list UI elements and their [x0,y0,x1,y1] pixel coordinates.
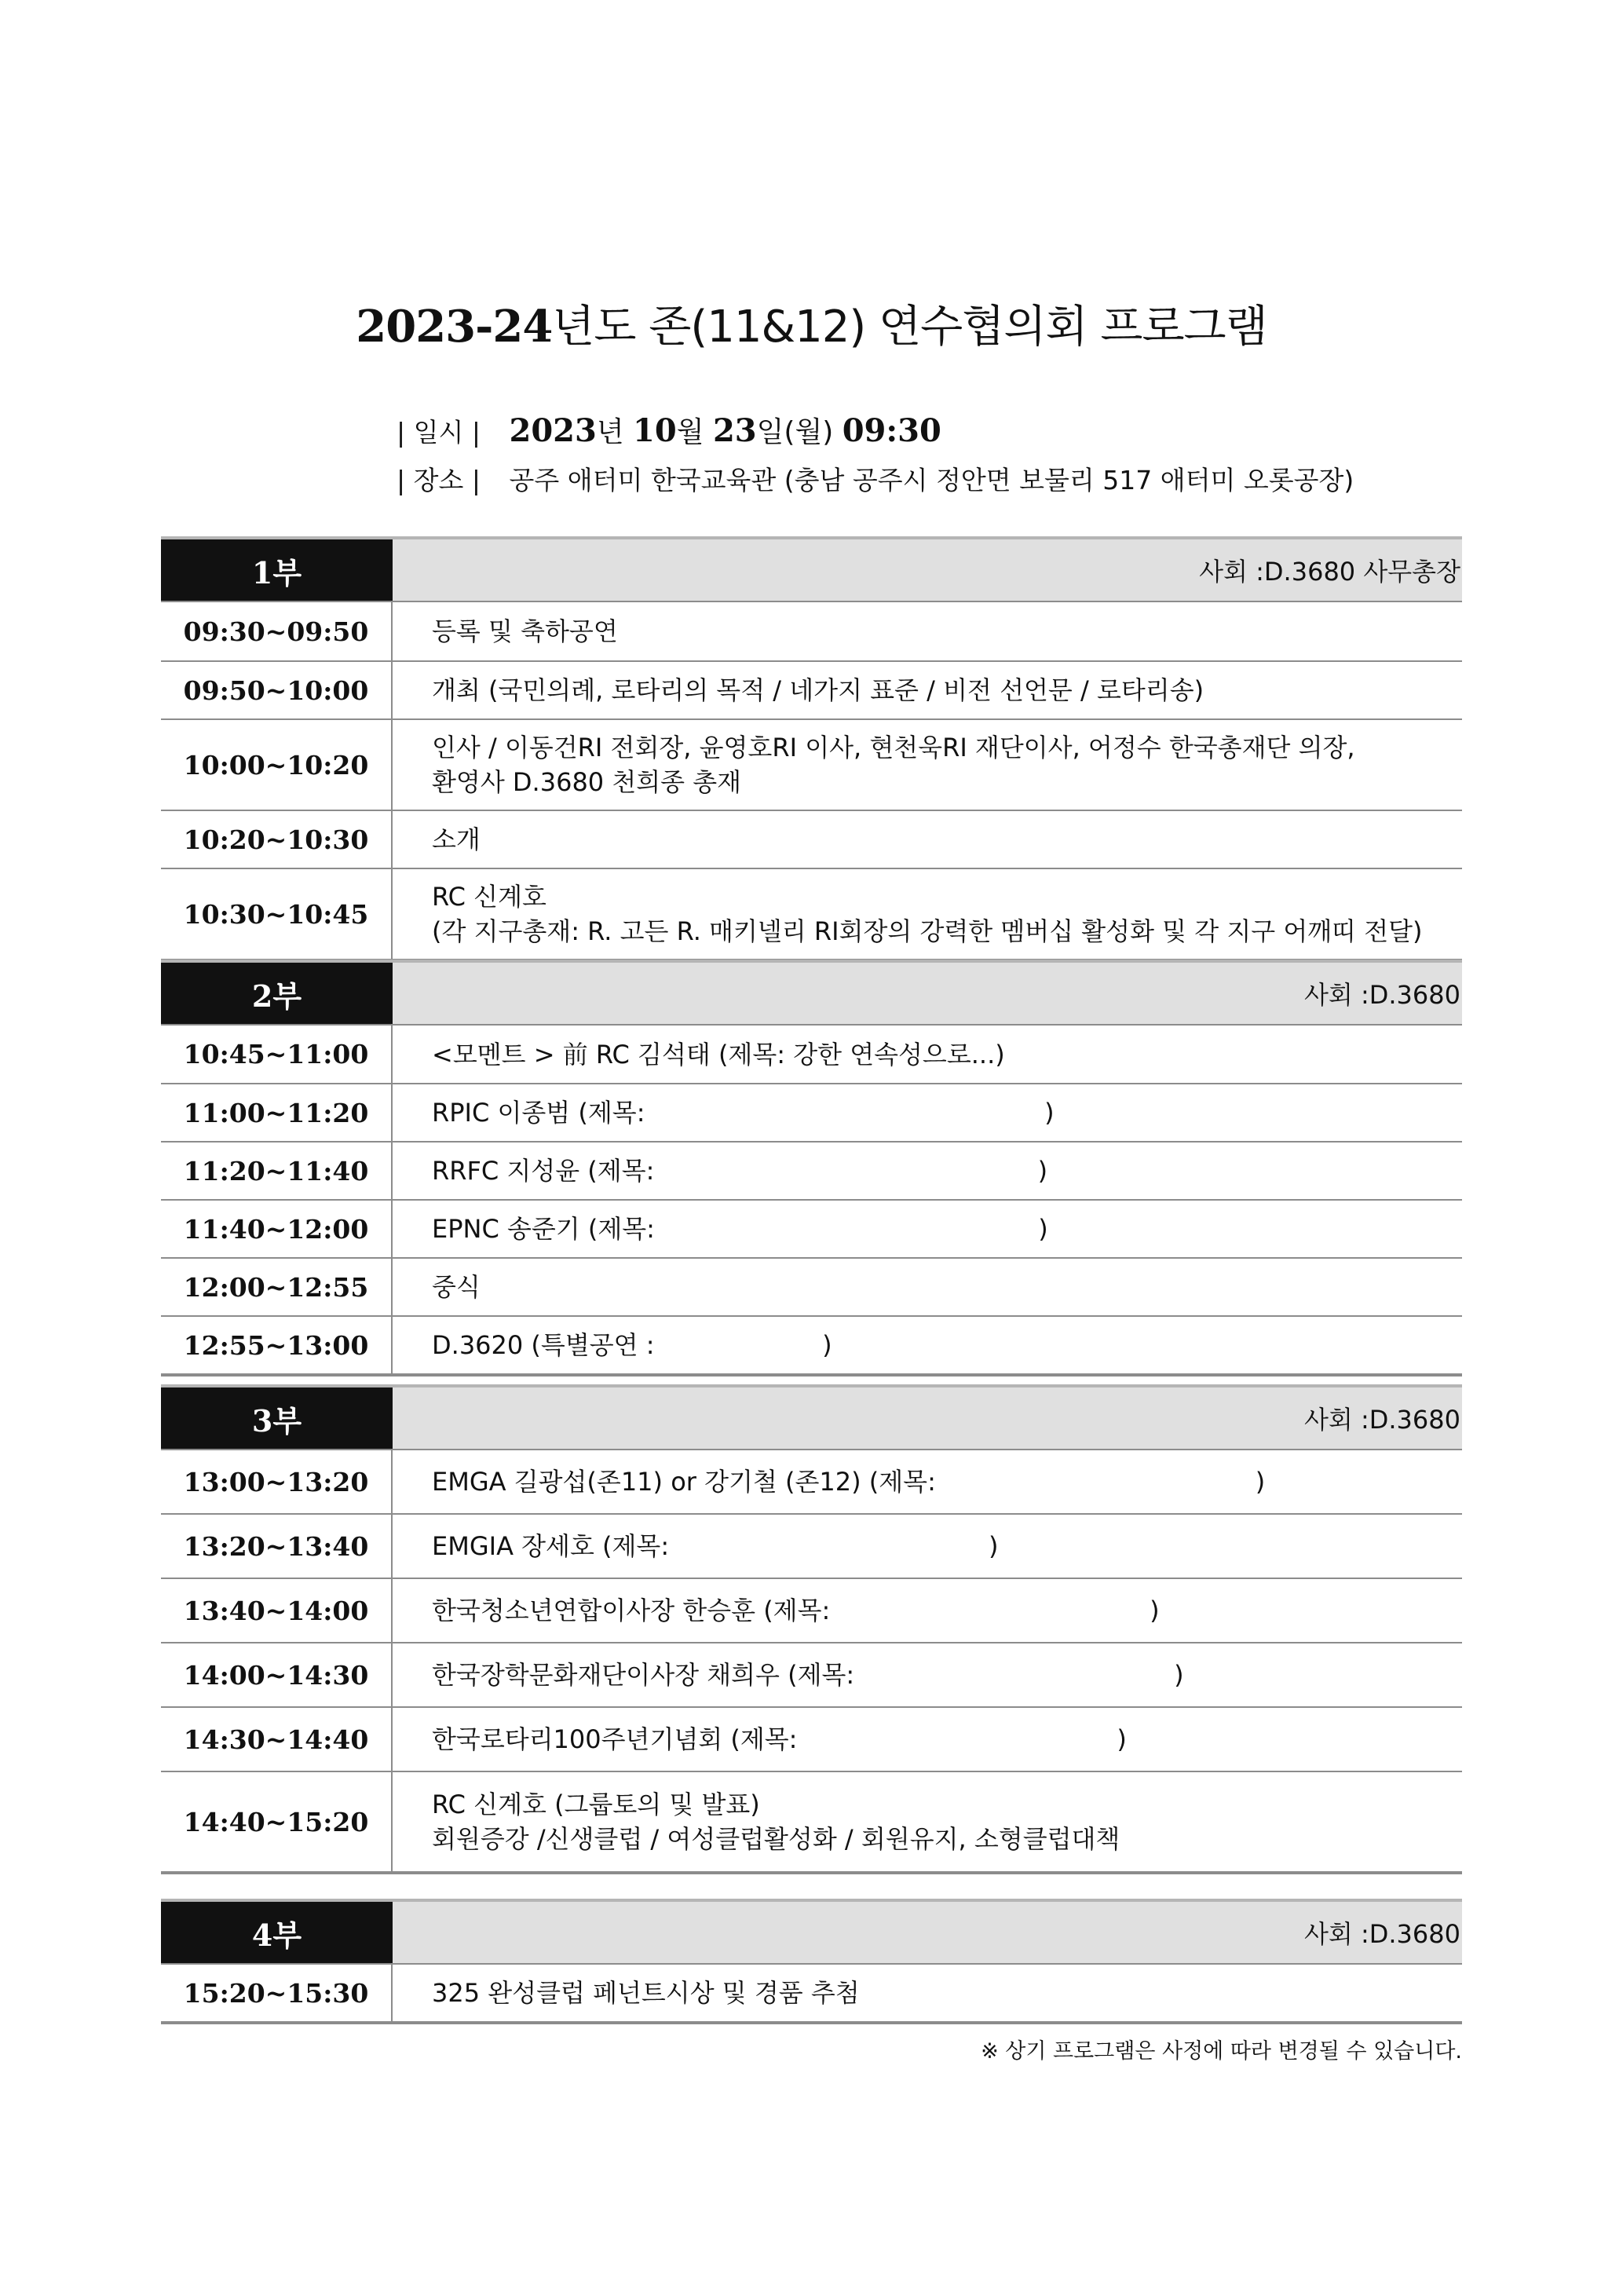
table-row [161,1199,1462,1257]
row-description [393,1143,1462,1199]
row-time: 13:20~13:40 [161,1515,393,1578]
row-time: 13:40~14:00 [161,1579,393,1642]
section-part-label: 1부 [161,539,393,601]
row-time: 11:00~11:20 [161,1084,393,1141]
page-title [0,292,1623,355]
date-year-suffix: 년 [596,416,634,448]
date-day-suffix: 일(월) [756,416,843,448]
row-description [393,811,1462,868]
section-part-label: 2부 [161,963,393,1024]
row-description [393,1317,1462,1373]
row-time: 14:40~15:20 [161,1772,393,1871]
table-row [161,601,1462,660]
row-time: 10:00~10:20 [161,720,393,810]
table-row [161,1963,1462,2021]
description-line: RRFC 지성윤 (제목: ) [432,1156,1048,1186]
row-description [393,1772,1462,1871]
row-time: 13:00~13:20 [161,1450,393,1513]
row-description [393,869,1462,959]
row-time: 14:00~14:30 [161,1643,393,1706]
description-line: 환영사 D.3680 천희종 총재 [432,767,742,797]
description-line: 한국장학문화재단이사장 채희우 (제목: ) [432,1660,1184,1690]
description-line: RPIC 이종범 (제목: ) [432,1098,1055,1128]
section-header [161,960,1462,1024]
row-time: 09:30~09:50 [161,602,393,660]
row-description [393,1259,1462,1315]
description-line: RC 신계호 (그룹토의 및 발표) [432,1790,760,1819]
description-line: 등록 및 축하공연 [432,616,618,646]
row-time: 09:50~10:00 [161,662,393,718]
table-row [161,1024,1462,1083]
description-line: 소개 [432,824,481,854]
program-section [161,1899,1462,2024]
row-time: 12:00~12:55 [161,1259,393,1315]
description-line: 한국청소년연합이사장 한승훈 (제목: ) [432,1596,1160,1625]
table-row [161,1578,1462,1642]
section-header [161,1899,1462,1963]
table-row [161,1513,1462,1578]
table-row [161,718,1462,810]
section-header [161,1384,1462,1449]
row-description [393,1201,1462,1257]
row-description [393,1026,1462,1083]
section-mc: 사회 :D.3680 [393,963,1462,1024]
description-line: EPNC 송준기 (제목: ) [432,1214,1048,1244]
table-row [161,1771,1462,1871]
row-time: 11:40~12:00 [161,1201,393,1257]
description-line: 인사 / 이동건RI 전회장, 윤영호RI 이사, 현천욱RI 재단이사, 어정수 한국총재단 의장, [432,733,1355,762]
title-year: 2023-24 [356,301,553,353]
date-month-suffix: 월 [676,416,713,448]
row-description [393,1084,1462,1141]
date-line [397,410,941,450]
section-bottom-rule [161,1871,1462,1874]
row-description [393,602,1462,660]
place-label: | 장소 | [397,465,481,495]
footnote: ※ 상기 프로그램은 사정에 따라 변경될 수 있습니다. [981,2039,1462,2064]
place-line [397,460,1354,497]
date-month: 10 [633,412,677,449]
date-label: | 일시 | [397,417,481,448]
title-text: 년도 존(11&12) 연수협의회 프로그램 [552,302,1267,353]
section-header [161,536,1462,601]
date-time: 09:30 [842,412,941,449]
description-line: D.3620 (특별공연 : ) [432,1330,832,1360]
row-description [393,1643,1462,1706]
table-row [161,1083,1462,1141]
program-section [161,960,1462,1377]
section-part-label: 3부 [161,1387,393,1449]
section-mc: 사회 :D.3680 [393,1387,1462,1449]
description-line: 한국로타리100주년기념회 (제목: ) [432,1724,1127,1754]
section-mc: 사회 :D.3680 [393,1902,1462,1963]
section-bottom-rule [161,1373,1462,1377]
table-row [161,1315,1462,1373]
section-bottom-rule [161,2021,1462,2024]
table-row [161,1449,1462,1513]
table-row [161,1257,1462,1315]
row-time: 15:20~15:30 [161,1965,393,2021]
row-description [393,1579,1462,1642]
description-line: 회원증강 /신생클럽 / 여성클럽활성화 / 회원유지, 소형클럽대책 [432,1824,1120,1854]
table-row [161,660,1462,718]
place-value: 공주 애터미 한국교육관 (충남 공주시 정안면 보물리 517 애터미 오롯공장) [509,465,1354,495]
row-description [393,1965,1462,2021]
row-description [393,1515,1462,1578]
row-time: 14:30~14:40 [161,1708,393,1771]
row-description [393,1708,1462,1771]
date-day: 23 [712,412,757,449]
description-line: <모멘트 > 前 RC 김석태 (제목: 강한 연속성으로...) [432,1039,1005,1069]
description-line: RC 신계호 [432,882,546,912]
row-time: 10:30~10:45 [161,869,393,959]
table-row [161,1642,1462,1706]
description-line: 325 완성클럽 페넌트시상 및 경품 추첨 [432,1978,860,2008]
row-description [393,1450,1462,1513]
table-row [161,1141,1462,1199]
table-row [161,868,1462,959]
program-section [161,1384,1462,1874]
section-mc: 사회 :D.3680 사무총장 [393,539,1462,601]
section-part-label: 4부 [161,1902,393,1963]
row-time: 10:45~11:00 [161,1026,393,1083]
row-time: 11:20~11:40 [161,1143,393,1199]
description-line: EMGIA 장세호 (제목: ) [432,1531,999,1561]
description-line: 개최 (국민의례, 로타리의 목적 / 네가지 표준 / 비전 선언문 / 로타리송) [432,675,1204,705]
date-year: 2023 [509,412,597,449]
description-line: 중식 [432,1272,481,1302]
description-line: (각 지구총재: R. 고든 R. 매키넬리 RI회장의 강력한 멤버십 활성화 및 각 지구 어깨띠 전달) [432,916,1423,946]
row-time: 12:55~13:00 [161,1317,393,1373]
table-row [161,810,1462,868]
row-time: 10:20~10:30 [161,811,393,868]
table-row [161,1706,1462,1771]
description-line: EMGA 길광섭(존11) or 강기철 (존12) (제목: ) [432,1467,1266,1497]
program-section [161,536,1462,962]
row-description [393,720,1462,810]
row-description [393,662,1462,718]
